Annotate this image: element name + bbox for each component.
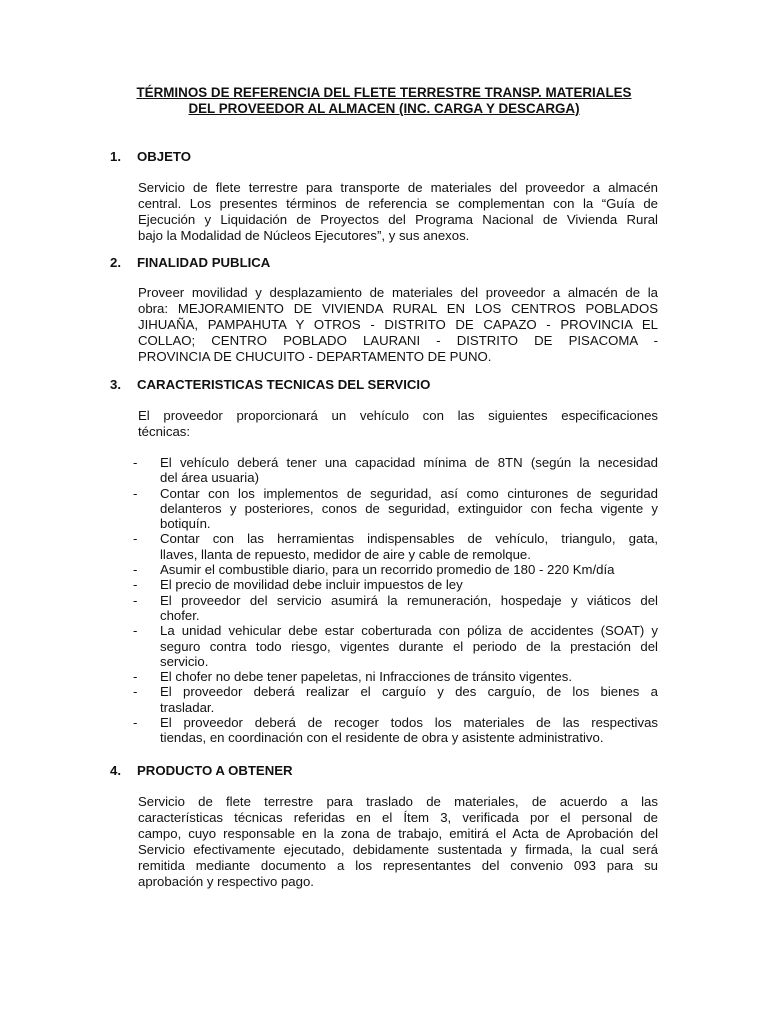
list-item-line: servicio.	[160, 653, 209, 669]
bullet-marker: -	[133, 669, 138, 685]
list-item-line: El precio de movilidad debe incluir impuestos de ley	[160, 577, 463, 593]
list-item-line: El proveedor deberá realizar el carguío y des carguío, de los bienes a	[160, 684, 658, 700]
paragraph-line: El proveedor proporcionará un vehículo con las siguientes especificaciones	[138, 408, 658, 423]
paragraph-line: JIHUAÑA, PAMPAHUTA Y OTROS - DISTRITO DE CAPAZO - PROVINCIA EL	[138, 317, 658, 332]
list-item-line: El proveedor del servicio asumirá la remuneración, hospedaje y viáticos del	[160, 592, 658, 608]
paragraph-line: obra: MEJORAMIENTO DE VIVIENDA RURAL EN LOS CENTROS POBLADOS	[138, 301, 658, 316]
section-number: 4.	[110, 763, 121, 778]
section-heading	[110, 149, 191, 165]
bullet-marker: -	[133, 623, 138, 639]
paragraph-line: COLLAO; CENTRO POBLADO LAURANI - DISTRITO DE PISACOMA -	[138, 333, 658, 348]
paragraph-line: central. Los presentes términos de referencia se complementan con la “Guía de	[138, 196, 658, 211]
bullet-marker: -	[133, 592, 138, 608]
list-item-line: El proveedor deberá de recoger todos los materiales de las respectivas	[160, 715, 658, 731]
document-title-line: DEL PROVEEDOR AL ALMACEN (INC. CARGA Y DESCARGA)	[188, 101, 580, 116]
bullet-marker: -	[133, 684, 138, 700]
paragraph-line: Servicio de flete terrestre para transporte de materiales del proveedor a almacén	[138, 180, 658, 195]
bullet-marker: -	[133, 715, 138, 731]
list-item	[0, 715, 768, 746]
paragraph-line: Ejecución y Liquidación de Proyectos del Programa Nacional de Vivienda Rural	[138, 212, 658, 227]
bullet-marker: -	[133, 455, 138, 470]
document-title-line: TÉRMINOS DE REFERENCIA DEL FLETE TERRESTRE TRANSP. MATERIALES	[136, 85, 632, 100]
section-heading	[110, 377, 430, 393]
section-title: PRODUCTO A OBTENER	[137, 763, 293, 778]
paragraph-line: campo, cuyo responsable en la zona de trabajo, emitirá el Acta de Aprobación del	[138, 826, 658, 841]
section-title: OBJETO	[137, 149, 191, 164]
list-item-line: El chofer no debe tener papeletas, ni Infracciones de tránsito vigentes.	[160, 669, 572, 685]
section-paragraph	[138, 408, 658, 440]
bullet-marker: -	[133, 485, 138, 501]
section-number: 3.	[110, 377, 121, 392]
section-title: CARACTERISTICAS TECNICAS DEL SERVICIO	[137, 377, 431, 392]
paragraph-line: Servicio de flete terrestre para traslado de materiales, de acuerdo a las	[138, 794, 658, 809]
bullet-marker: -	[133, 562, 138, 578]
list-item-line: botiquín.	[160, 516, 211, 532]
list-item-line: del área usuaria)	[160, 470, 259, 486]
list-item	[0, 562, 768, 577]
list-item	[0, 531, 768, 562]
list-item-line: chofer.	[160, 607, 200, 623]
bullet-marker: -	[133, 531, 138, 547]
section-heading	[110, 255, 270, 271]
list-item	[0, 593, 768, 624]
paragraph-line: Servicio efectivamente ejecutado, debidamente sustentada y firmada, la cual será	[138, 842, 658, 857]
list-item	[0, 486, 768, 532]
section-paragraph	[138, 180, 658, 244]
list-item-line: Contar con los implementos de seguridad, así como cinturones de seguridad	[160, 485, 658, 501]
section-heading	[110, 763, 293, 779]
list-item	[0, 623, 768, 669]
section-paragraph	[138, 285, 658, 365]
list-item-line: seguro contra todo riesgo, vigentes durante el periodo de la prestación del	[160, 638, 658, 654]
document-title	[100, 85, 668, 117]
section-paragraph	[138, 794, 658, 890]
list-item	[0, 455, 768, 486]
list-item-line: llaves, llanta de repuesto, medidor de aire y cable de remolque.	[160, 546, 531, 562]
paragraph-line: Proveer movilidad y desplazamiento de materiales del proveedor a almacén de la	[138, 285, 658, 300]
list-item-line: trasladar.	[160, 699, 215, 715]
list-item-line: Asumir el combustible diario, para un recorrido promedio de 180 - 220 Km/día	[160, 562, 615, 578]
paragraph-line: técnicas:	[138, 424, 191, 439]
list-item-line: delanteros y posteriores, conos de seguridad, extinguidor con fecha vigente y	[160, 500, 658, 516]
paragraph-line: bajo la Modalidad de Núcleos Ejecutores”, y sus anexos.	[138, 228, 470, 243]
section-title: FINALIDAD PUBLICA	[137, 255, 271, 270]
paragraph-line: aprobación y respectivo pago.	[138, 874, 314, 889]
paragraph-line: PROVINCIA DE CHUCUITO - DEPARTAMENTO DE PUNO.	[138, 349, 492, 364]
list-item	[0, 684, 768, 715]
paragraph-line: características técnicas referidas en el Ítem 3, verificada por el personal de	[138, 810, 658, 825]
list-item-line: El vehículo deberá tener una capacidad mínima de 8TN (según la necesidad	[160, 455, 658, 470]
list-item-line: tiendas, en coordinación con el residente de obra y asistente administrativo.	[160, 730, 604, 746]
list-item	[0, 669, 768, 684]
section-number: 1.	[110, 149, 121, 164]
specifications-list	[0, 455, 768, 746]
list-item-line: Contar con las herramientas indispensables de vehículo, triangulo, gata,	[160, 531, 658, 547]
section-number: 2.	[110, 255, 121, 270]
paragraph-line: remitida mediante documento a los representantes del convenio 093 para su	[138, 858, 658, 873]
bullet-marker: -	[133, 577, 138, 593]
list-item	[0, 577, 768, 592]
list-item-line: La unidad vehicular debe estar coberturada con póliza de accidentes (SOAT) y	[160, 623, 658, 639]
